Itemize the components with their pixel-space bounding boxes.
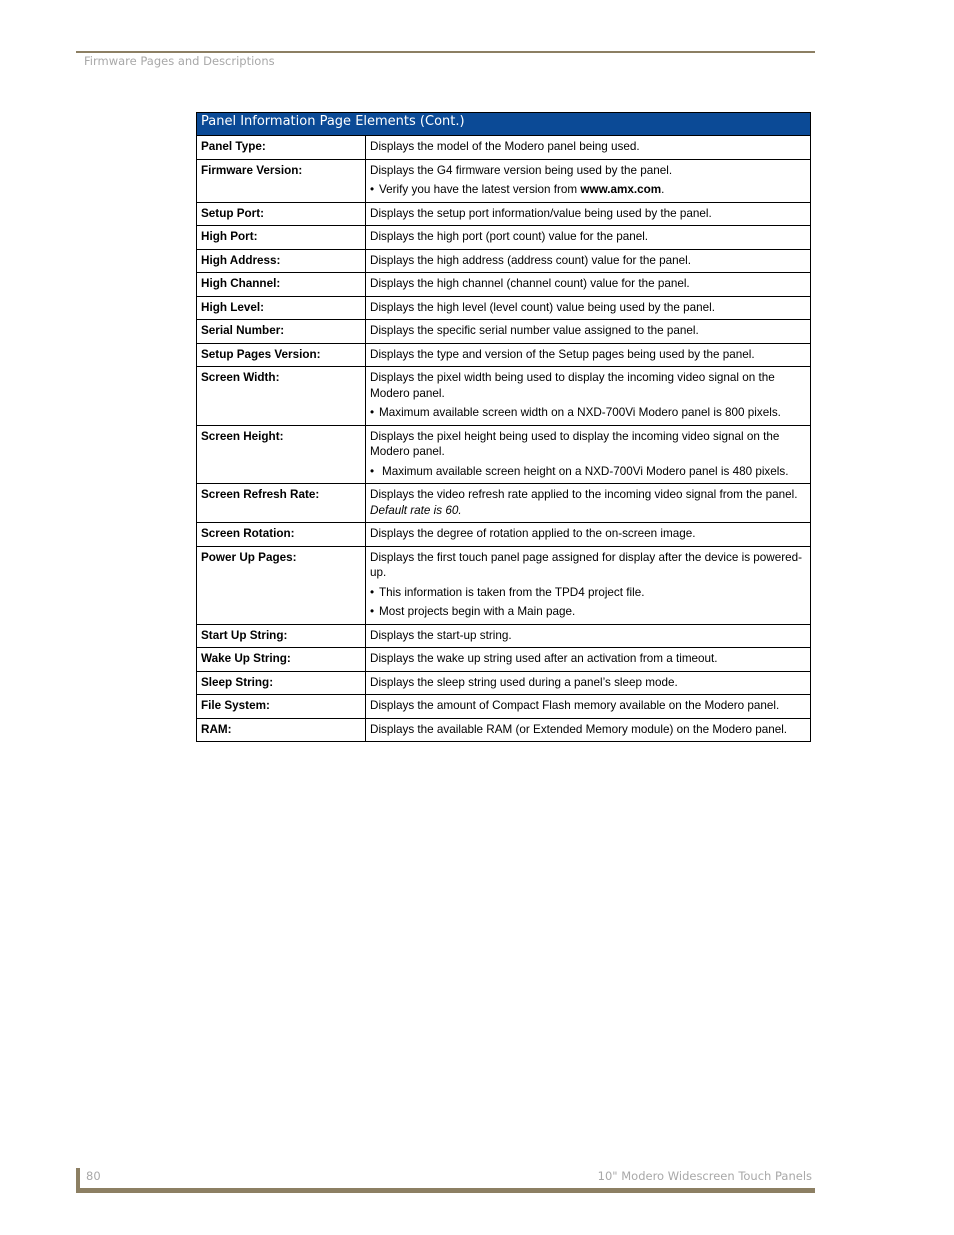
row-label: Power Up Pages:: [197, 546, 366, 624]
bullet-dot: •: [370, 585, 375, 599]
footer-title: 10" Modero Widescreen Touch Panels: [597, 1169, 812, 1183]
table-row: [197, 273, 811, 297]
row-description-cell: [366, 367, 811, 426]
row-label: File System:: [197, 695, 366, 719]
table-caption: Panel Information Page Elements (Cont.): [197, 113, 811, 136]
bullet-dot: •: [370, 464, 375, 478]
row-description: Displays the wake up string used after an activation from a timeout.: [366, 648, 811, 672]
bullet-text: Maximum available screen height on a NXD-700Vi Modero panel is 480 pixels.: [382, 464, 789, 478]
header-rule: [76, 51, 815, 53]
row-label: Screen Height:: [197, 425, 366, 484]
row-label: Panel Type:: [197, 136, 366, 160]
table-row: [197, 624, 811, 648]
row-description: Displays the type and version of the Setup pages being used by the panel.: [366, 343, 811, 367]
bullet-item: [370, 405, 806, 421]
bullet-item: [370, 604, 806, 620]
row-description: Displays the high port (port count) value for the panel.: [366, 226, 811, 250]
row-label: High Channel:: [197, 273, 366, 297]
row-description: Displays the high level (level count) value being used by the panel.: [366, 296, 811, 320]
row-description: Displays the sleep string used during a panel’s sleep mode.: [366, 671, 811, 695]
row-description: Displays the G4 firmware version being used by the panel.: [370, 163, 673, 177]
panel-information-table: [196, 112, 811, 742]
website-link-text: www.amx.com: [580, 183, 662, 196]
table-row: [197, 159, 811, 202]
table-row: [197, 136, 811, 160]
row-label: High Address:: [197, 249, 366, 273]
bullet-text: Most projects begin with a Main page.: [379, 605, 576, 618]
row-description-cell: [366, 484, 811, 523]
table-row: [197, 343, 811, 367]
bullet-dot: •: [370, 406, 375, 419]
row-label: Screen Rotation:: [197, 523, 366, 547]
row-description: Displays the video refresh rate applied to the incoming video signal from the panel.: [370, 488, 798, 501]
page-number: 80: [86, 1169, 101, 1183]
row-description: Displays the high address (address count) value for the panel.: [366, 249, 811, 273]
row-description: Displays the pixel height being used to display the incoming video signal on the Modero panel.: [370, 429, 780, 458]
bullet-dot: •: [370, 183, 375, 196]
row-description: Displays the amount of Compact Flash memory available on the Modero panel.: [366, 695, 811, 719]
row-label: Sleep String:: [197, 671, 366, 695]
table-row: [197, 202, 811, 226]
row-description-cell: [366, 546, 811, 624]
row-description: Displays the first touch panel page assigned for display after the device is powered-up.: [370, 550, 803, 579]
row-label: High Level:: [197, 296, 366, 320]
table-row: [197, 546, 811, 624]
row-label: Serial Number:: [197, 320, 366, 344]
row-label: Firmware Version:: [197, 159, 366, 202]
bullet-item: [370, 464, 806, 480]
table-row: [197, 226, 811, 250]
row-label: Setup Pages Version:: [197, 343, 366, 367]
bullet-text: Maximum available screen width on a NXD-700Vi Modero panel is 800 pixels.: [379, 406, 781, 419]
row-description-cell: [366, 425, 811, 484]
row-label: Wake Up String:: [197, 648, 366, 672]
bullet-item: [370, 182, 806, 198]
running-head: Firmware Pages and Descriptions: [84, 54, 275, 68]
bullet-item: [370, 585, 806, 601]
table-row: [197, 695, 811, 719]
bullet-text-end: .: [661, 183, 665, 196]
row-label: Setup Port:: [197, 202, 366, 226]
row-description-cell: [366, 159, 811, 202]
row-label: RAM:: [197, 718, 366, 742]
row-label: Screen Refresh Rate:: [197, 484, 366, 523]
row-label: High Port:: [197, 226, 366, 250]
row-description: Displays the pixel width being used to display the incoming video signal on the Modero panel.: [370, 371, 775, 400]
row-description: Displays the model of the Modero panel being used.: [366, 136, 811, 160]
table-row: [197, 718, 811, 742]
table-row: [197, 671, 811, 695]
table-row: [197, 523, 811, 547]
table-row: [197, 484, 811, 523]
table-row: [197, 648, 811, 672]
table-row: [197, 425, 811, 484]
bullet-text: This information is taken from the TPD4 project file.: [379, 585, 645, 599]
row-description: Displays the degree of rotation applied to the on-screen image.: [366, 523, 811, 547]
row-description: Displays the available RAM (or Extended Memory module) on the Modero panel.: [366, 718, 811, 742]
table-row: [197, 296, 811, 320]
table-row: [197, 249, 811, 273]
row-description: Displays the start-up string.: [366, 624, 811, 648]
row-description: Displays the high channel (channel count) value for the panel.: [366, 273, 811, 297]
row-label: Start Up String:: [197, 624, 366, 648]
bullet-dot: •: [370, 605, 375, 618]
table-row: [197, 367, 811, 426]
row-description: Displays the specific serial number value assigned to the panel.: [366, 320, 811, 344]
bullet-text: Verify you have the latest version from: [379, 183, 581, 196]
row-description: Displays the setup port information/value being used by the panel.: [366, 202, 811, 226]
footer-rule: [76, 1188, 815, 1193]
table-row: [197, 320, 811, 344]
default-rate-note: Default rate is 60.: [370, 503, 462, 517]
row-label: Screen Width:: [197, 367, 366, 426]
